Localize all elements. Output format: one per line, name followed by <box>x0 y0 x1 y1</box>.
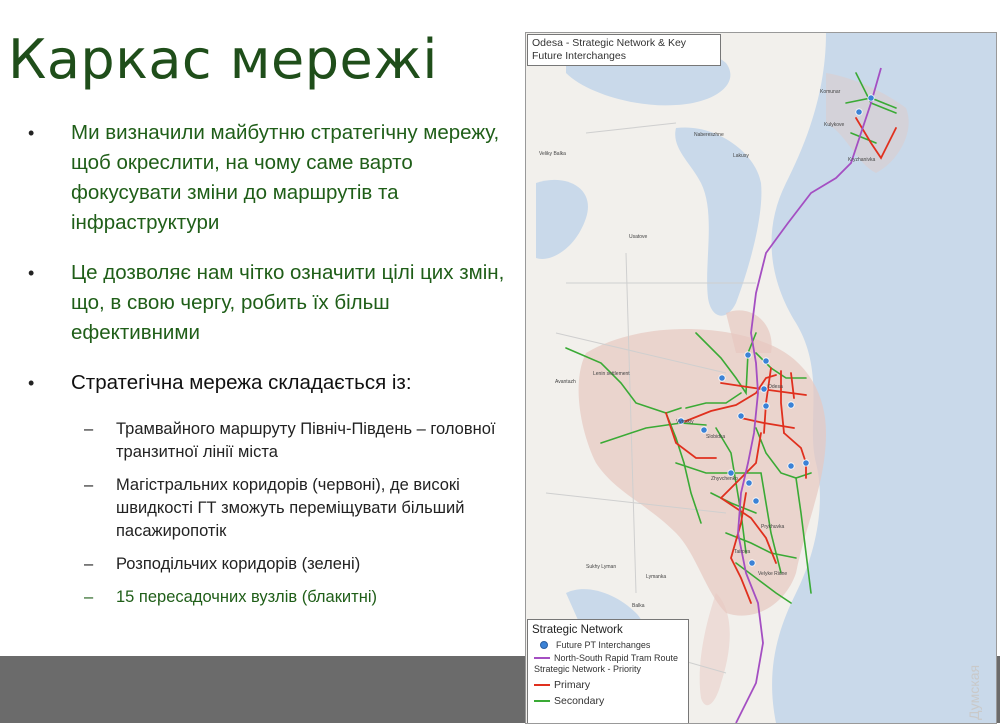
place-label: Komunar <box>820 89 841 95</box>
place-label: Zhyvchenko <box>711 476 738 482</box>
place-label: Avantazh <box>555 379 576 385</box>
place-label: Lenin settlement <box>593 371 630 377</box>
place-label: Slobidka <box>706 434 726 440</box>
place-label: Vyrrskiy <box>676 419 694 425</box>
tram-line-icon <box>534 657 550 659</box>
sub-bullet-1: – Трамвайного маршруту Північ-Південь – головної транзитної лінії міста <box>84 420 496 461</box>
dash-mark: – <box>84 555 94 573</box>
place-label: Kulykove <box>824 122 845 128</box>
place-label: Tairova <box>734 549 751 555</box>
map-title: Odesa - Strategic Network & Key Future Interchanges <box>527 34 721 66</box>
place-label: Usatove <box>629 234 648 240</box>
sub-bullet-4: – 15 пересадочних вузлів (блакитні) <box>28 586 536 609</box>
place-label: Kryzhanivka <box>848 157 876 163</box>
legend-primary: Primary <box>528 677 688 693</box>
legend-title: Strategic Network <box>532 624 623 636</box>
place-label: Balka <box>632 603 645 609</box>
dash-mark: – <box>84 588 94 606</box>
network-map <box>525 32 997 724</box>
primary-line-icon <box>534 684 550 686</box>
dash-mark: – <box>84 476 94 494</box>
bullet-mark: • <box>28 373 35 393</box>
legend-tram: North-South Rapid Tram Route <box>528 651 688 664</box>
secondary-line-icon <box>534 700 550 702</box>
bullet-list <box>28 118 508 619</box>
bullet-2: • Це дозволяє нам чітко означити цілі цих змін, що, в свою чергу, робить їх більш ефективними <box>28 258 508 348</box>
place-label: Prykhuvka <box>761 524 785 530</box>
place-label: Veliky Balka <box>539 151 566 157</box>
place-label: Nabereszhne <box>694 132 724 138</box>
bullet-mark: • <box>28 263 35 283</box>
slide-title: Каркас мережі <box>8 28 438 91</box>
place-label: Odesa <box>768 384 783 390</box>
bullet-mark: • <box>28 123 35 143</box>
place-label: Velyke Ridne <box>758 571 788 577</box>
sub-bullet-3: – Розподільчих коридорів (зелені) <box>28 553 536 576</box>
khadzhibey-estuary <box>536 180 588 259</box>
bullet-3: • Стратегічна мережа складається із: <box>28 368 508 398</box>
legend-interchange: Future PT Interchanges <box>528 638 688 651</box>
map-legend <box>527 619 689 724</box>
legend-secondary: Secondary <box>528 693 688 709</box>
place-label: Sukhy Lyman <box>586 564 617 570</box>
watermark: Думская <box>966 664 982 720</box>
sub-bullet-2: – Магістральних коридорів (червоні), де високі швидкості ГТ зможуть переміщувати більший пасажиропотік <box>84 476 465 540</box>
place-label: Lymanka <box>646 574 667 580</box>
legend-priority-heading: Strategic Network - Priority <box>534 664 642 674</box>
place-label: Lakusy <box>733 153 749 159</box>
bullet-1: • Ми визначили майбутню стратегічну мережу, щоб окреслити, на чому саме варто фокусувати зміни до маршрутів та інфраструктури <box>28 118 508 238</box>
interchange-dot-icon <box>540 641 548 649</box>
dash-mark: – <box>84 420 94 438</box>
